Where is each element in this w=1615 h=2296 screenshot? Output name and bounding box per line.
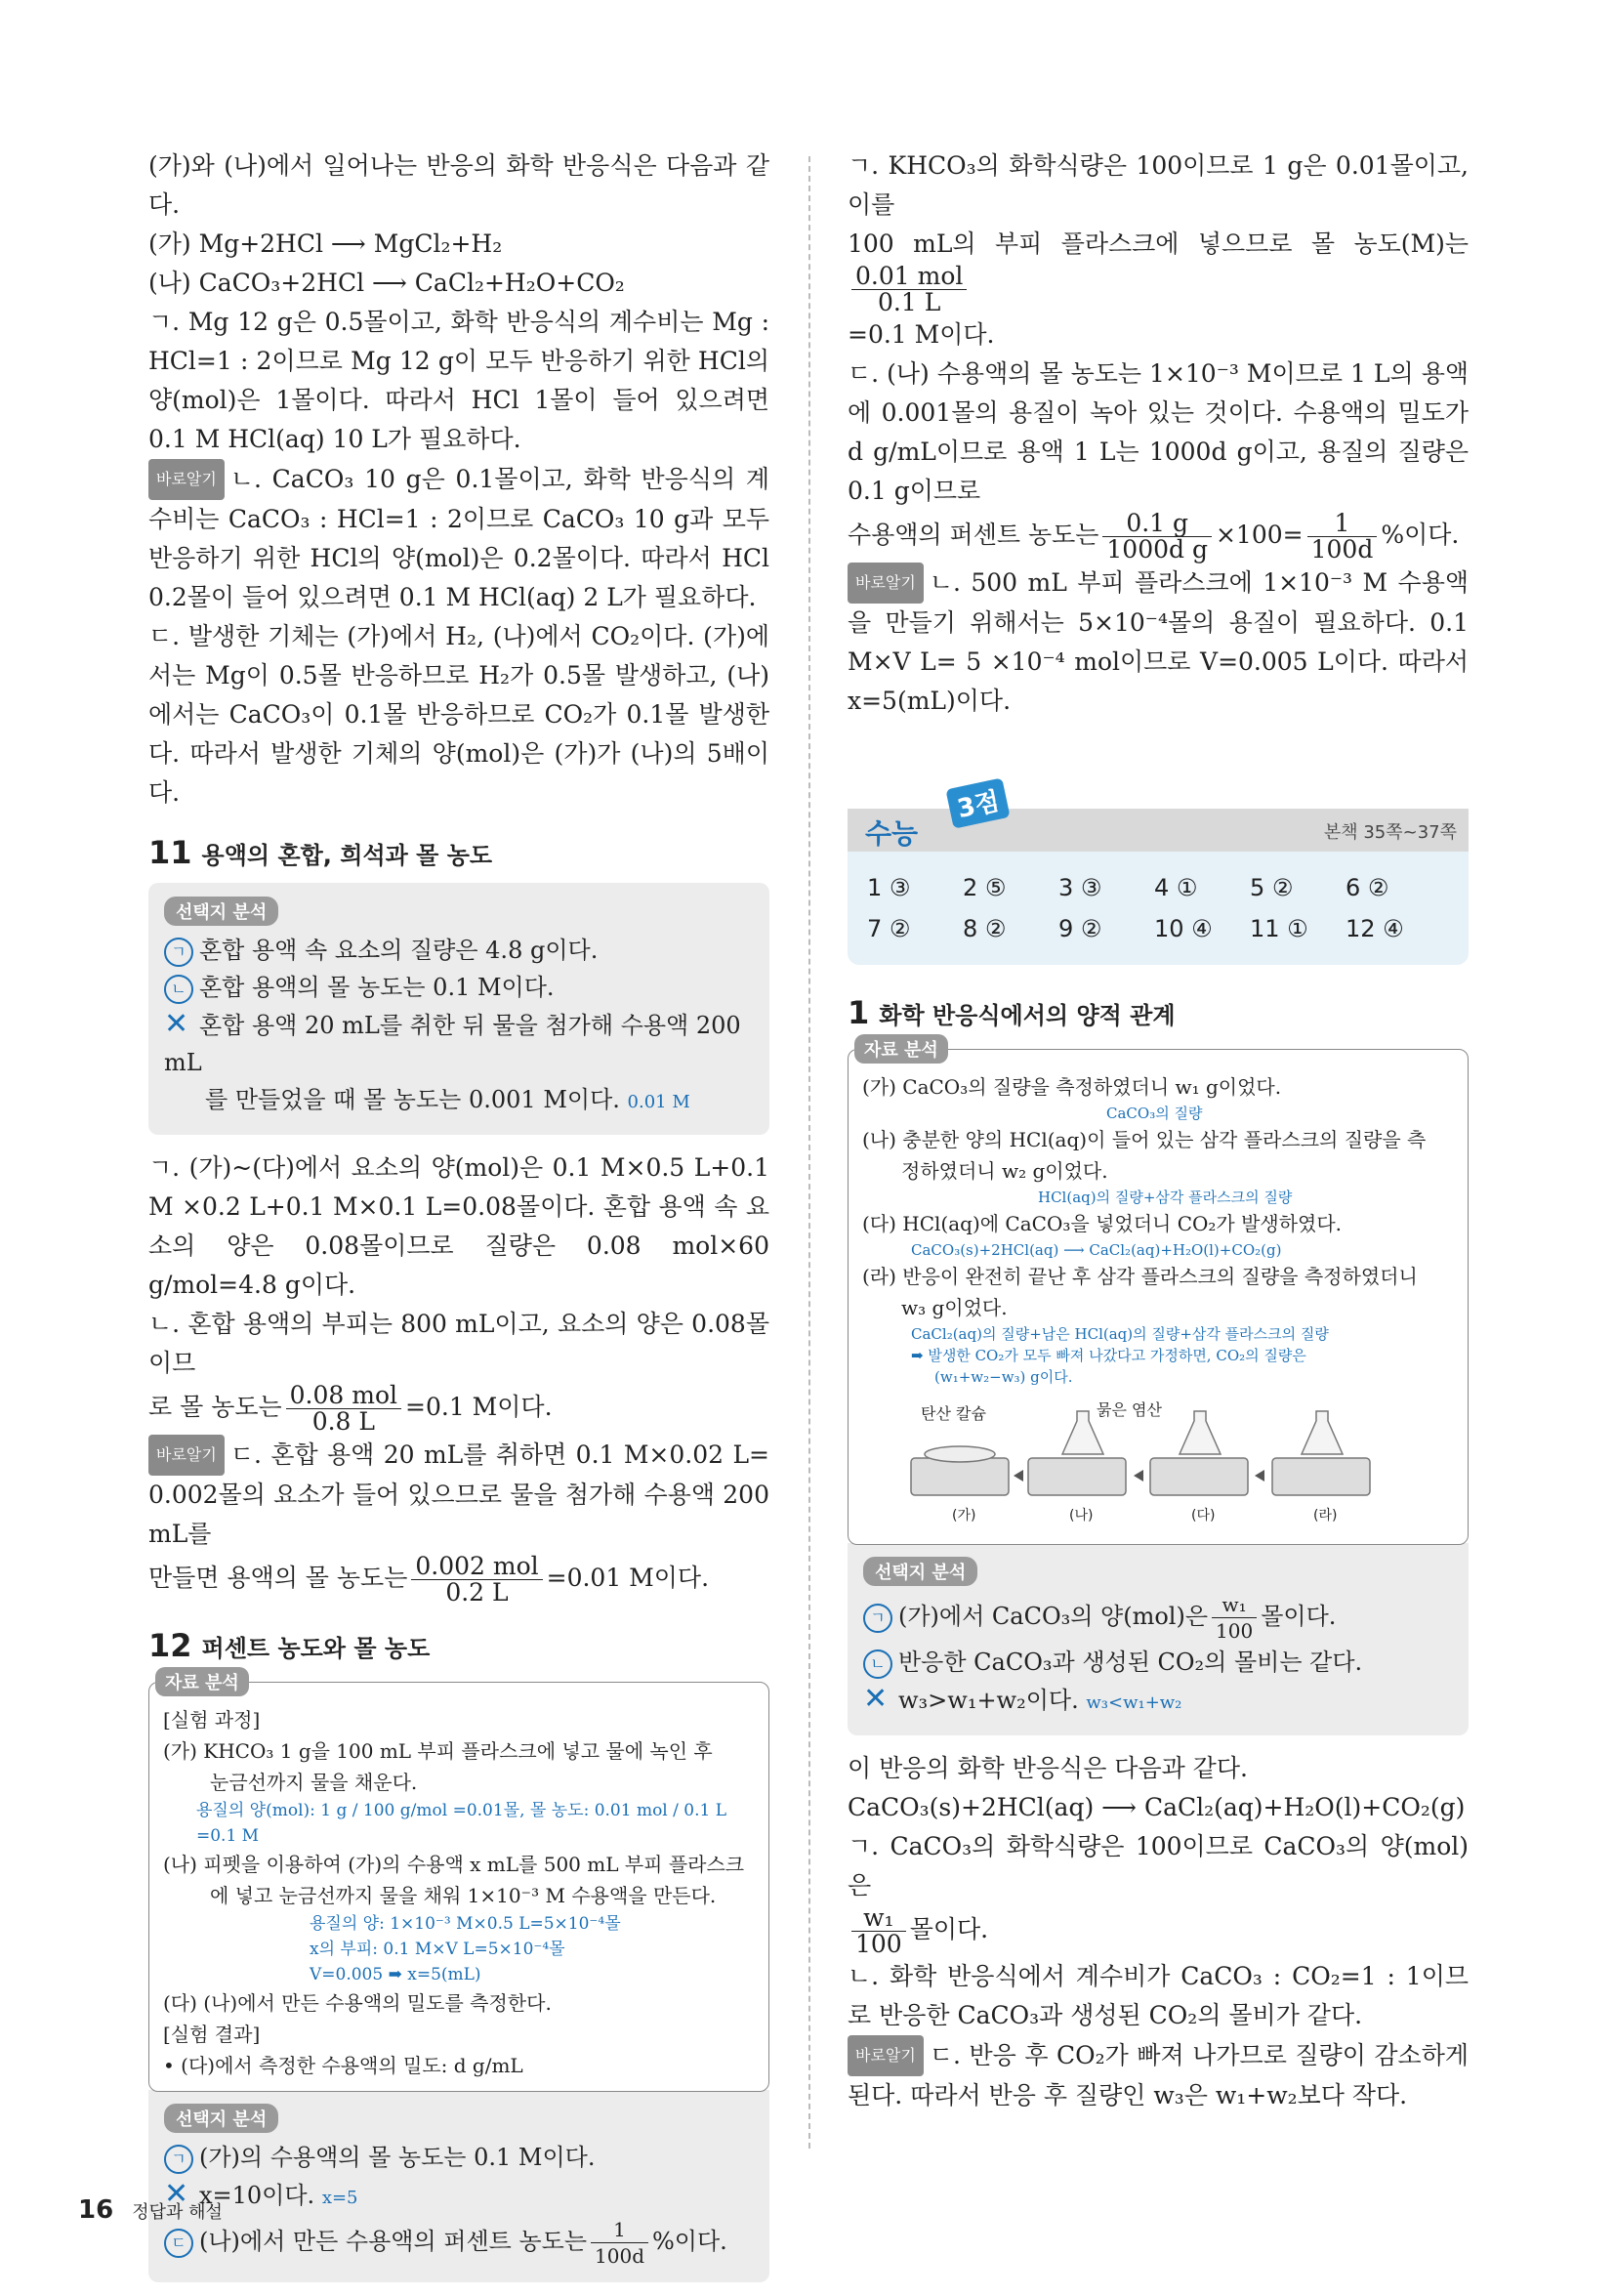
data-step: (나) 충분한 양의 HCl(aq)이 들어 있는 삼각 플라스크의 질량을 측 xyxy=(862,1128,1427,1151)
option-text: (나)에서 만든 수용액의 퍼센트 농도는 xyxy=(199,2228,588,2255)
answer-item: 3 ③ xyxy=(1058,874,1102,901)
paragraph: ㄱ. (가)~(다)에서 요소의 양(mol)은 0.1 M×0.5 L+0.1 M ×0.2 L+0.1 M×0.1 L=0.08몰이다. 혼합 용액 속 요소의 양은 0.08몰이므로 질량은 0.08 mol×60 g/mol=4.8 g이다. xyxy=(148,1153,769,1299)
option-text: %이다. xyxy=(652,2228,727,2255)
numerator: 0.01 mol xyxy=(851,264,967,290)
text: =0.01 M이다. xyxy=(546,1564,710,1592)
left-column xyxy=(148,146,769,2296)
figure-step-label: (다) xyxy=(1191,1508,1216,1524)
paragraph xyxy=(848,563,1469,721)
result-heading: [실험 결과] xyxy=(163,2023,261,2046)
answer-item: 2 ⑤ xyxy=(963,874,1007,901)
numerator: 0.002 mol xyxy=(411,1554,542,1580)
text: =0.1 M이다. xyxy=(405,1393,553,1421)
paragraph: ㄷ. (나) 수용액의 몰 농도는 1×10⁻³ M이므로 1 L의 용액에 0.001몰의 용질이 녹아 있는 것이다. 수용액의 밀도가 d g/mL이므로 용액 1 L는 1000d g이고, 용질의 질량은 0.1 g이므로 xyxy=(848,359,1469,505)
answer-item: 10 ④ xyxy=(1154,915,1213,942)
figure-step-label: (라) xyxy=(1313,1508,1338,1524)
option-text: 혼합 용액 20 mL를 취한 뒤 물을 첨가해 수용액 200 mL xyxy=(164,1012,741,1076)
answer-header xyxy=(848,786,1469,852)
footer-title: 정답과 해설 xyxy=(132,2202,223,2223)
option-text: 혼합 용액의 몰 농도는 0.1 M이다. xyxy=(199,974,555,1001)
option-correct xyxy=(164,2139,754,2176)
points-badge: 3점 xyxy=(945,777,1010,828)
experiment-step: (가) KHCO₃ 1 g을 100 mL 부피 플라스크에 넣고 물에 녹인 후 xyxy=(163,1739,713,1763)
paragraph xyxy=(148,1383,769,1435)
x-mark-icon: ✕ xyxy=(164,2177,189,2211)
option-correct xyxy=(863,1644,1453,1681)
option-text: (가)에서 CaCO₃의 양(mol)은 xyxy=(898,1603,1209,1630)
denominator: 0.8 L xyxy=(311,1407,375,1436)
paragraph xyxy=(148,1435,769,1554)
annotation: HCl(aq)의 질량+삼각 플라스크의 질량 xyxy=(1038,1189,1293,1206)
answer-item: 1 ③ xyxy=(867,874,911,901)
correction-tag: 바로알기 xyxy=(148,459,225,500)
paragraph xyxy=(148,1554,769,1606)
correction-note: x=5 xyxy=(321,2188,358,2208)
figure-label: 묽은 염산 xyxy=(1097,1400,1162,1419)
annotation: V=0.005 ➡ x=5(mL) xyxy=(310,1965,481,1984)
circle-mark-icon: ㄱ xyxy=(164,2145,193,2174)
section-number: 11 xyxy=(148,834,192,871)
circle-mark-icon: ㄱ xyxy=(164,938,193,967)
page-number: 16 xyxy=(78,2195,114,2225)
data-analysis-box xyxy=(148,1673,769,2092)
option-text: w₃>w₁+w₂이다. xyxy=(898,1687,1079,1714)
paragraph: ㄱ. KHCO₃의 화학식량은 100이므로 1 g은 0.01몰이고, 이를 xyxy=(848,151,1469,219)
option-wrong xyxy=(863,1681,1453,1722)
page-footer xyxy=(78,2195,223,2225)
fraction xyxy=(286,1383,401,1435)
paragraph-text: ㄷ. 반응 후 CO₂가 빠져 나가므로 질량이 감소하게 된다. 따라서 반응 후 질량인 w₃은 w₁+w₂보다 작다. xyxy=(848,2041,1469,2109)
experiment-figure xyxy=(862,1398,1454,1534)
answer-row xyxy=(867,867,1449,908)
answer-item: 7 ② xyxy=(867,915,911,942)
choice-analysis-box xyxy=(148,883,769,1135)
denominator: 1000d g xyxy=(1106,535,1208,564)
section-heading xyxy=(848,994,1469,1031)
choice-analysis-box xyxy=(848,1543,1469,1735)
data-step: 정하였더니 w₂ g이었다. xyxy=(901,1159,1108,1183)
option-correct xyxy=(164,969,754,1006)
answer-row xyxy=(867,908,1449,949)
option-correct xyxy=(164,932,754,969)
circle-mark-icon: ㄱ xyxy=(863,1604,892,1633)
equation: CaCO₃(s)+2HCl(aq) ⟶ CaCl₂(aq)+H₂O(l)+CO₂(g) xyxy=(848,1793,1466,1821)
numerator: 0.08 mol xyxy=(286,1383,401,1409)
fraction xyxy=(591,2217,648,2269)
numerator: w₁ xyxy=(1212,1592,1257,1618)
equation: (가) Mg+2HCl ⟶ MgCl₂+H₂ xyxy=(148,230,503,258)
section-title: 화학 반응식에서의 양적 관계 xyxy=(879,1002,1176,1029)
experiment-step: (나) 피펫을 이용하여 (가)의 수용액 x mL를 500 mL 부피 플라스크 xyxy=(163,1853,745,1876)
right-column xyxy=(848,146,1469,2115)
paragraph: ㄷ. 발생한 기체는 (가)에서 H₂, (나)에서 CO₂이다. (가)에서는 Mg이 0.5몰 반응하므로 H₂가 0.5몰 발생하고, (나)에서는 CaCO₃이 0.1몰 반응하므로 CO₂가 0.1몰 발생한다. 따라서 발생한 기체의 양(mol)은 (가)가 (나)의 5배이다. xyxy=(148,622,769,807)
denominator: 0.1 L xyxy=(878,288,941,316)
choice-analysis-label: 선택지 분석 xyxy=(863,1557,977,1586)
experiment-step: (다) (나)에서 만든 수용액의 밀도를 측정한다. xyxy=(163,1991,552,2015)
circle-mark-icon: ㄴ xyxy=(863,1649,892,1679)
circle-mark-icon: ㄷ xyxy=(164,2229,193,2258)
option-text: 몰이다. xyxy=(1261,1603,1337,1630)
data-step: (가) CaCO₃의 질량을 측정하였더니 w₁ g이었다. xyxy=(862,1075,1282,1099)
text-line: (가)와 (나)에서 일어나는 반응의 화학 반응식은 다음과 같다. xyxy=(148,151,769,219)
data-analysis-box xyxy=(848,1040,1469,1545)
numerator: 1 xyxy=(1307,511,1378,537)
option-correct xyxy=(863,1592,1453,1644)
denominator: 100d xyxy=(595,2244,644,2268)
paragraph: ㄴ. 화학 반응식에서 계수비가 CaCO₃ : CO₂=1 : 1이므로 반응한 CaCO₃과 생성된 CO₂의 몰비가 같다. xyxy=(848,1962,1469,2029)
answer-item: 12 ④ xyxy=(1346,915,1404,942)
experiment-step: 눈금선까지 물을 채운다. xyxy=(210,1771,418,1794)
section-title: 용액의 혼합, 희석과 몰 농도 xyxy=(201,842,493,869)
answer-item: 11 ① xyxy=(1250,915,1308,942)
answer-item: 8 ② xyxy=(963,915,1007,942)
denominator: 100d xyxy=(1310,535,1374,564)
correction-tag: 바로알기 xyxy=(848,563,924,604)
data-step: (라) 반응이 완전히 끝난 후 삼각 플라스크의 질량을 측정하였더니 xyxy=(862,1265,1418,1288)
x-mark-icon: ✕ xyxy=(164,1007,189,1041)
suneung-title: 수능 xyxy=(865,817,919,850)
paragraph: ㄱ. Mg 12 g은 0.5몰이고, 화학 반응식의 계수비는 Mg : HCl=1 : 2이므로 Mg 12 g이 모두 반응하기 위한 HCl의 양(mol)은 1몰이다. 따라서 HCl 1몰이 들어 있으려면 0.1 M HCl(aq) 10 L가 필요하다. xyxy=(148,308,769,453)
numerator: 0.1 g xyxy=(1102,511,1212,537)
section-heading xyxy=(148,834,769,871)
figure-label: 탄산 칼슘 xyxy=(921,1404,986,1423)
numerator: w₁ xyxy=(851,1905,906,1932)
scales-illustration xyxy=(862,1398,1448,1524)
denominator: 100 xyxy=(855,1930,902,1958)
paragraph: ㄱ. CaCO₃의 화학식량은 100이므로 CaCO₃의 양(mol)은 xyxy=(848,1832,1469,1899)
column-divider xyxy=(808,156,810,2149)
text: 만들면 용액의 몰 농도는 xyxy=(148,1564,408,1592)
correction-note: w₃<w₁+w₂ xyxy=(1086,1692,1182,1713)
text: 몰이다. xyxy=(909,1915,989,1943)
circle-mark-icon: ㄴ xyxy=(164,975,193,1004)
correction-tag: 바로알기 xyxy=(148,1435,225,1476)
option-wrong xyxy=(164,2176,754,2217)
option-text: x=10이다. xyxy=(199,2182,315,2209)
fraction xyxy=(851,264,967,315)
text: 100 mL의 부피 플라스크에 넣으므로 몰 농도(M)는 xyxy=(848,230,1469,258)
experiment-step: 에 넣고 눈금선까지 물을 채워 1×10⁻³ M 수용액을 만든다. xyxy=(210,1884,717,1907)
paragraph: ㄴ. 혼합 용액의 부피는 800 mL이고, 요소의 양은 0.08몰이므 xyxy=(148,1310,769,1377)
data-analysis-label: 자료 분석 xyxy=(854,1034,948,1064)
paragraph-text: ㄴ. 500 mL 부피 플라스크에 1×10⁻³ M 수용액을 만들기 위해서는 5×10⁻⁴몰의 용질이 필요하다. 0.1 M×V L= 5 ×10⁻⁴ mol이므로 V=0.005 L이다. 따라서 x=5(mL)이다. xyxy=(848,568,1469,715)
paragraph-text: ㄴ. CaCO₃ 10 g은 0.1몰이고, 화학 반응식의 계수비는 CaCO₃ : HCl=1 : 2이므로 CaCO₃ 10 g과 모두 반응하기 위한 HCl의 양(mol)은 0.2몰이다. 따라서 HCl 0.2몰이 들어 있으려면 0.1 M HCl(aq) 2 L가 필요하다. xyxy=(148,465,769,611)
annotation: CaCO₃의 질량 xyxy=(1106,1105,1203,1122)
fraction xyxy=(1307,511,1378,563)
figure-step-label: (나) xyxy=(1069,1508,1094,1524)
section-number: 1 xyxy=(848,994,870,1031)
section-title: 퍼센트 농도와 몰 농도 xyxy=(201,1635,431,1662)
paragraph xyxy=(848,2035,1469,2115)
fraction xyxy=(411,1554,542,1606)
paragraph xyxy=(848,225,1469,315)
option-correct xyxy=(164,2217,754,2269)
denominator: 100 xyxy=(1216,1619,1254,1643)
choice-analysis-label: 선택지 분석 xyxy=(164,2104,278,2133)
data-step: (다) HCl(aq)에 CaCO₃을 넣었더니 CO₂가 발생하였다. xyxy=(862,1212,1343,1235)
text: ×100= xyxy=(1215,521,1304,549)
option-text: 반응한 CaCO₃과 생성된 CO₂의 몰비는 같다. xyxy=(898,1649,1363,1676)
x-mark-icon: ✕ xyxy=(863,1682,889,1716)
figure-step-label: (가) xyxy=(952,1508,976,1524)
option-text: 혼합 용액 속 요소의 질량은 4.8 g이다. xyxy=(199,937,599,964)
annotation: ➡ 발생한 CO₂가 모두 빠져 나갔다고 가정하면, CO₂의 질량은 xyxy=(911,1347,1306,1364)
data-step: w₃ g이었다. xyxy=(901,1296,1008,1319)
annotation: CaCO₃(s)+2HCl(aq) ⟶ CaCl₂(aq)+H₂O(l)+CO₂(g) xyxy=(911,1241,1282,1259)
equation: (나) CaCO₃+2HCl ⟶ CaCl₂+H₂O+CO₂ xyxy=(148,269,625,297)
annotation: x의 부피: 0.1 M×V L=5×10⁻⁴몰 xyxy=(310,1940,565,1959)
experiment-heading: [실험 과정] xyxy=(163,1708,261,1732)
paragraph: =0.1 M이다. xyxy=(848,320,995,349)
text: 로 몰 농도는 xyxy=(148,1393,282,1421)
annotation: (w₁+w₂−w₃) g이다. xyxy=(934,1368,1073,1386)
annotation: CaCl₂(aq)의 질량+남은 HCl(aq)의 질량+삼각 플라스크의 질량 xyxy=(911,1325,1329,1343)
choice-analysis-label: 선택지 분석 xyxy=(164,897,278,926)
fraction xyxy=(1212,1592,1257,1644)
option-text: (가)의 수용액의 몰 농도는 0.1 M이다. xyxy=(199,2144,596,2171)
fraction xyxy=(1102,511,1212,563)
text: %이다. xyxy=(1381,521,1460,549)
answer-item: 9 ② xyxy=(1058,915,1102,942)
result-item: • (다)에서 측정한 수용액의 밀도: d g/mL xyxy=(163,2054,523,2077)
denominator: 0.2 L xyxy=(445,1578,509,1607)
answer-key xyxy=(848,852,1469,965)
data-analysis-label: 자료 분석 xyxy=(155,1667,249,1696)
paragraph xyxy=(848,1905,1469,1957)
correction-tag: 바로알기 xyxy=(848,2035,924,2076)
fraction xyxy=(851,1905,906,1957)
answer-item: 4 ① xyxy=(1154,874,1198,901)
section-heading xyxy=(148,1627,769,1664)
numerator: 1 xyxy=(591,2217,648,2243)
answer-item: 6 ② xyxy=(1346,874,1389,901)
annotation: 용질의 양(mol): 1 g / 100 g/mol =0.01몰, 몰 농도: 0.01 mol / 0.1 L =0.1 M xyxy=(196,1801,727,1846)
option-continuation xyxy=(164,1081,754,1121)
page-reference: 본책 35쪽~37쪽 xyxy=(1323,822,1457,843)
choice-analysis-box xyxy=(148,2090,769,2282)
paragraph-text: ㄷ. 혼합 용액 20 mL를 취하면 0.1 M×0.02 L= 0.002몰의 요소가 들어 있으므로 물을 첨가해 수용액 200 mL를 xyxy=(148,1440,769,1548)
paragraph xyxy=(848,511,1469,563)
option-text: 를 만들었을 때 몰 농도는 0.001 M이다. xyxy=(205,1086,620,1113)
text: 수용액의 퍼센트 농도는 xyxy=(848,521,1099,549)
annotation: 용질의 양: 1×10⁻³ M×0.5 L=5×10⁻⁴몰 xyxy=(310,1914,621,1934)
answer-item: 5 ② xyxy=(1250,874,1294,901)
correction-note: 0.01 M xyxy=(627,1092,690,1112)
section-number: 12 xyxy=(148,1627,192,1664)
paragraph xyxy=(148,459,769,617)
option-wrong xyxy=(164,1006,754,1081)
paragraph: 이 반응의 화학 반응식은 다음과 같다. xyxy=(848,1754,1248,1782)
